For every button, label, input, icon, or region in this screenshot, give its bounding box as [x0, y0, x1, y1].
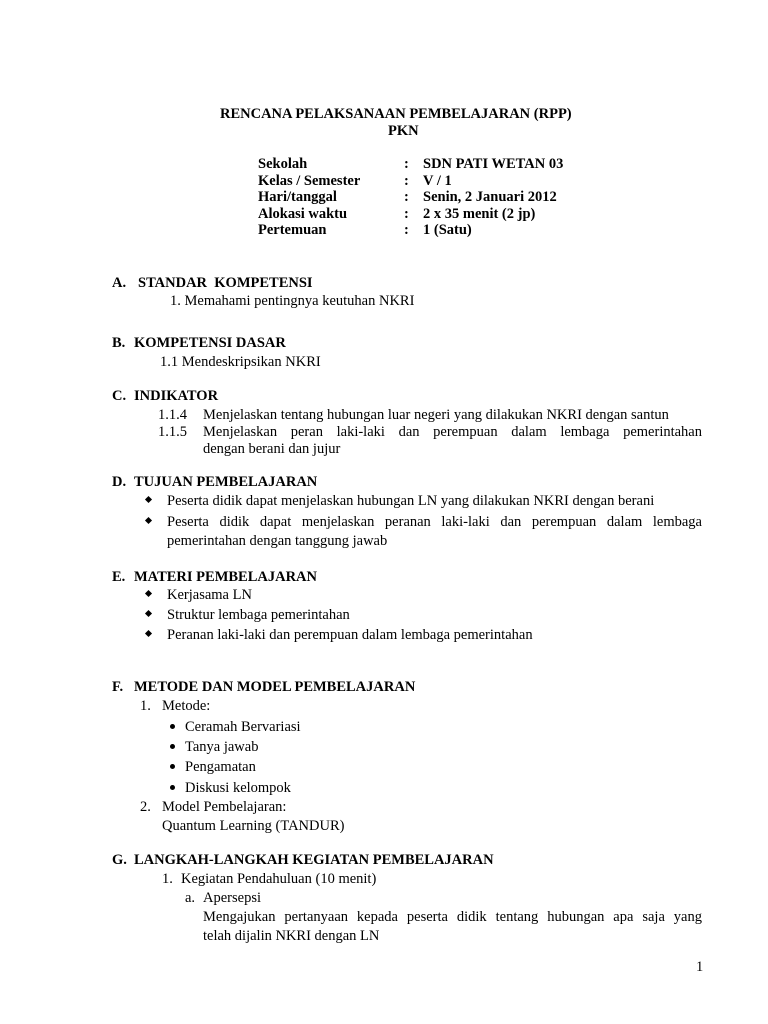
- diamond-bullet-icon: [145, 610, 152, 617]
- section-f-letter: F.: [112, 679, 124, 695]
- identity-value: SDN PATI WETAN 03: [423, 156, 564, 172]
- identity-separator: :: [404, 189, 409, 205]
- diamond-bullet-icon: [145, 496, 152, 503]
- indicator-number: 1.1.4: [158, 407, 187, 423]
- substep-label: Apersepsi: [203, 890, 261, 906]
- objective-item: Peserta didik dapat menjelaskan peranan laki-laki dan perempuan dalam lembaga: [167, 514, 702, 530]
- identity-label: Alokasi waktu: [258, 206, 348, 222]
- indicator-text: Menjelaskan peran laki-laki dan perempuan dalam lembaga pemerintahan: [203, 424, 702, 440]
- identity-value: V / 1: [423, 173, 452, 189]
- bullet-dot-icon: [170, 744, 175, 749]
- section-c-letter: C.: [112, 388, 127, 404]
- method-number: 1.: [140, 698, 151, 714]
- section-f-title: METODE DAN MODEL PEMBELAJARAN: [134, 679, 416, 695]
- method-item: Diskusi kelompok: [185, 780, 291, 796]
- identity-value: 1 (Satu): [423, 222, 472, 238]
- section-a-item: 1. Memahami pentingnya keutuhan NKRI: [170, 293, 415, 309]
- material-item: Struktur lembaga pemerintahan: [167, 607, 350, 623]
- material-item: Kerjasama LN: [167, 587, 252, 603]
- identity-separator: :: [404, 173, 409, 189]
- identity-separator: :: [404, 206, 409, 222]
- step-label: Kegiatan Pendahuluan (10 menit): [181, 871, 377, 887]
- section-d-title: TUJUAN PEMBELAJARAN: [134, 474, 318, 490]
- substep-text-continued: telah dijalin NKRI dengan LN: [203, 928, 380, 944]
- section-d-letter: D.: [112, 474, 127, 490]
- diamond-bullet-icon: [145, 517, 152, 524]
- section-g-letter: G.: [112, 852, 127, 868]
- identity-label: Pertemuan: [258, 222, 327, 238]
- section-a-title: STANDAR KOMPETENSI: [138, 275, 313, 291]
- identity-value: 2 x 35 menit (2 jp): [423, 206, 536, 222]
- section-a-letter: A.: [112, 275, 127, 291]
- section-g-title: LANGKAH-LANGKAH KEGIATAN PEMBELAJARAN: [134, 852, 494, 868]
- objective-item: Peserta didik dapat menjelaskan hubungan LN yang dilakukan NKRI dengan berani: [167, 493, 655, 509]
- identity-separator: :: [404, 222, 409, 238]
- identity-label: Kelas / Semester: [258, 173, 361, 189]
- material-item: Peranan laki-laki dan perempuan dalam lembaga pemerintahan: [167, 627, 533, 643]
- bullet-dot-icon: [170, 764, 175, 769]
- indicator-text-continued: dengan berani dan jujur: [203, 441, 341, 457]
- document-subject: PKN: [388, 123, 419, 139]
- indicator-number: 1.1.5: [158, 424, 187, 440]
- method-item: Tanya jawab: [185, 739, 259, 755]
- method-item: Ceramah Bervariasi: [185, 719, 301, 735]
- bullet-dot-icon: [170, 785, 175, 790]
- identity-label: Sekolah: [258, 156, 308, 172]
- step-number: 1.: [162, 871, 173, 887]
- model-label: Model Pembelajaran:: [162, 799, 287, 815]
- diamond-bullet-icon: [145, 630, 152, 637]
- indicator-text: Menjelaskan tentang hubungan luar negeri yang dilakukan NKRI dengan santun: [203, 407, 669, 423]
- method-item: Pengamatan: [185, 759, 256, 775]
- model-value: Quantum Learning (TANDUR): [162, 818, 345, 834]
- section-b-letter: B.: [112, 335, 126, 351]
- identity-label: Hari/tanggal: [258, 189, 337, 205]
- section-e-title: MATERI PEMBELAJARAN: [134, 569, 317, 585]
- substep-letter: a.: [185, 890, 196, 906]
- objective-item-continued: pemerintahan dengan tanggung jawab: [167, 533, 388, 549]
- method-label: Metode:: [162, 698, 211, 714]
- identity-value: Senin, 2 Januari 2012: [423, 189, 557, 205]
- section-c-title: INDIKATOR: [134, 388, 219, 404]
- document-title: RENCANA PELAKSANAAN PEMBELAJARAN (RPP): [220, 106, 572, 122]
- model-number: 2.: [140, 799, 151, 815]
- section-b-title: KOMPETENSI DASAR: [134, 335, 286, 351]
- substep-text: Mengajukan pertanyaan kepada peserta didik tentang hubungan apa saja yang: [203, 909, 702, 925]
- page-number: 1: [696, 959, 704, 975]
- section-b-item: 1.1 Mendeskripsikan NKRI: [160, 354, 321, 370]
- diamond-bullet-icon: [145, 590, 152, 597]
- section-e-letter: E.: [112, 569, 126, 585]
- bullet-dot-icon: [170, 724, 175, 729]
- identity-separator: :: [404, 156, 409, 172]
